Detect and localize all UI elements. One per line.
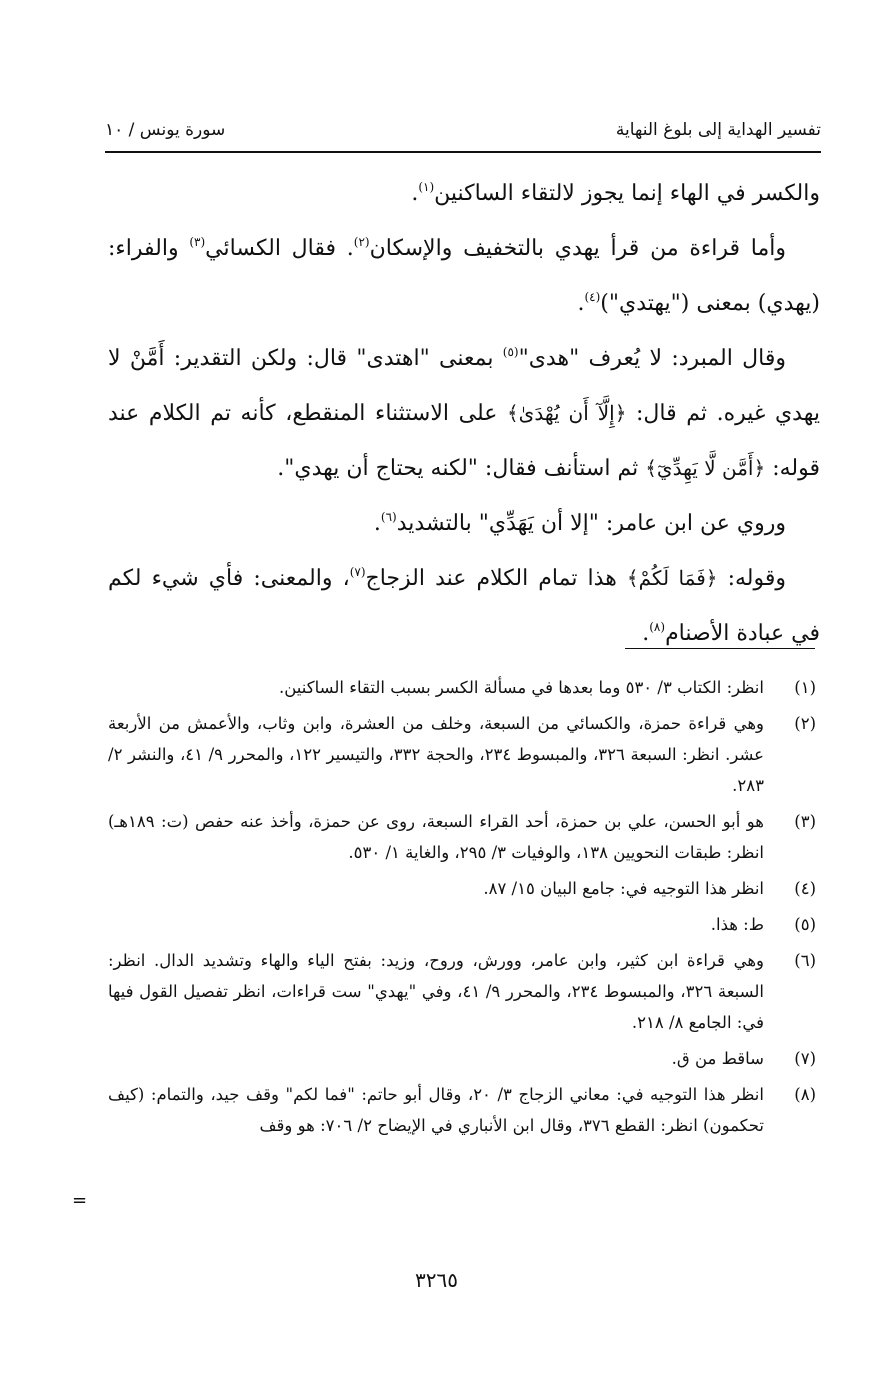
paragraph	[108, 551, 820, 661]
text-run: ، والمعنى: فأي شيء لكم في عبادة الأصنام	[108, 566, 820, 646]
footnote	[108, 909, 820, 940]
quran-quote: ﴿إِلَّآ أَن يُهْدَىٰ﴾	[506, 401, 627, 425]
footnote	[108, 672, 820, 703]
text-run: .	[373, 511, 381, 536]
text-run: وقال المبرد: لا يُعرف "هدى"	[518, 346, 786, 371]
footnote-text: انظر هذا التوجيه في: معاني الزجاج ٣/ ٢٠، وقال أبو حاتم: "فما لكم" وقف جيد، والتمام: (كيف تحكمون) انظر: القطع ٣٧٦، وقال ابن الأنباري في الإيضاح ٢/ ٧٠٦: هو وقف	[108, 1085, 764, 1135]
continuation-mark: =	[72, 1190, 88, 1211]
footnote-number: (٧)	[794, 1049, 816, 1068]
text-run: .	[577, 291, 585, 316]
footnote-divider	[625, 648, 815, 649]
text-run: وقوله:	[717, 566, 786, 591]
footnote-ref: (٨)	[649, 620, 666, 634]
footnote	[108, 806, 820, 868]
footnote	[108, 873, 820, 904]
text-run: والكسر في الهاء إنما يجوز لالتقاء الساكنين	[434, 181, 820, 206]
page-number: ٣٢٦٥	[415, 1268, 458, 1292]
footnote-number: (١)	[794, 678, 816, 697]
footnote	[108, 1043, 820, 1074]
footnote-text: هو أبو الحسن، علي بن حمزة، أحد القراء السبعة، روى عن حمزة، وأخذ عنه حفص (ت: ١٨٩هـ) انظر: طبقات النحويين ١٣٨، والوفيات ٣/ ٢٩٥، والغاية ١/ ٥٣٠.	[108, 812, 764, 862]
footnote-text: ط: هذا.	[710, 915, 764, 934]
text-run: بمعنى "اهتدى" قال: ولكن التقدير: أَمَّنْ لا يهدي غيره. ثم قال:	[108, 346, 820, 426]
footnote-number: (٥)	[794, 915, 816, 934]
footnote-number: (٤)	[794, 879, 816, 898]
footnote-ref: (٦)	[380, 510, 397, 524]
footnote-ref: (١)	[418, 180, 435, 194]
book-title: تفسير الهداية إلى بلوغ النهاية	[615, 120, 821, 140]
footnote-number: (٢)	[794, 714, 816, 733]
footnote-text: وهي قراءة حمزة، والكسائي من السبعة، وخلف من العشرة، وابن وثاب، والأعمش من الأربعة عشر. انظر: السبعة ٣٢٦، والمبسوط ٢٣٤، والحجة ٣٣٢، والتيسير ١٢٢، والمحرر ٩/ ٤١، والنشر ٢/ ٢٨٣.	[108, 714, 765, 795]
text-run: والفراء: (يهدي) بمعنى ("يهتدي")	[108, 236, 820, 316]
text-run: وأما قراءة من قرأ يهدي بالتخفيف والإسكان	[369, 236, 786, 261]
running-header	[105, 112, 821, 148]
paragraph	[108, 166, 820, 221]
text-run: على الاستثناء المنقطع، كأنه تم الكلام عند قوله:	[108, 401, 820, 481]
text-run: .	[642, 621, 650, 646]
text-run: وروي عن ابن عامر: "إلا أن يَهَدِّي" بالتشديد	[396, 511, 786, 536]
footnote-number: (٦)	[794, 951, 816, 970]
text-run: .	[411, 181, 419, 206]
footnote-text: وهي قراءة ابن كثير، وابن عامر، وورش، وروح، وزيد: بفتح الياء والهاء وتشديد الدال. انظر: السبعة ٣٢٦، والمبسوط ٢٣٤، والمحرر ٩/ ٤١، وفي "يهدي" ست قراءات، انظر تفصيل القول فيها في: الجامع ٨/ ٢١٨.	[108, 951, 764, 1032]
footnote	[108, 1079, 820, 1141]
main-text	[108, 166, 820, 661]
footnote-ref: (٢)	[353, 235, 370, 249]
footnotes	[108, 672, 820, 1146]
footnote-number: (٣)	[794, 812, 816, 831]
paragraph	[108, 496, 820, 551]
surah-label: سورة يونس / ١٠	[105, 120, 226, 140]
text-run: . فقال الكسائي	[205, 236, 354, 261]
quran-quote: ﴿أَمَّن لَّا يَهِدِّيٓ﴾	[645, 456, 766, 480]
footnote-text: انظر: الكتاب ٣/ ٥٣٠ وما بعدها في مسألة الكسر بسبب التقاء الساكنين.	[279, 678, 764, 697]
footnote-ref: (٣)	[189, 235, 206, 249]
footnote-number: (٨)	[794, 1085, 816, 1104]
footnote	[108, 708, 820, 801]
footnote-ref: (٥)	[502, 345, 519, 359]
quran-quote: ﴿فَمَا لَكُمْ﴾	[626, 566, 718, 590]
paragraph	[108, 331, 820, 496]
footnote-text: انظر هذا التوجيه في: جامع البيان ١٥/ ٨٧.	[483, 879, 764, 898]
paragraph	[108, 221, 820, 331]
text-run: هذا تمام الكلام عند الزجاج	[365, 566, 627, 591]
text-run: ثم استأنف فقال: "لكنه يحتاج أن يهدي".	[277, 456, 646, 481]
footnote-text: ساقط من ق.	[671, 1049, 764, 1068]
footnote-ref: (٤)	[584, 290, 601, 304]
footnote	[108, 945, 820, 1038]
header-rule	[105, 151, 821, 153]
footnote-ref: (٧)	[349, 565, 366, 579]
